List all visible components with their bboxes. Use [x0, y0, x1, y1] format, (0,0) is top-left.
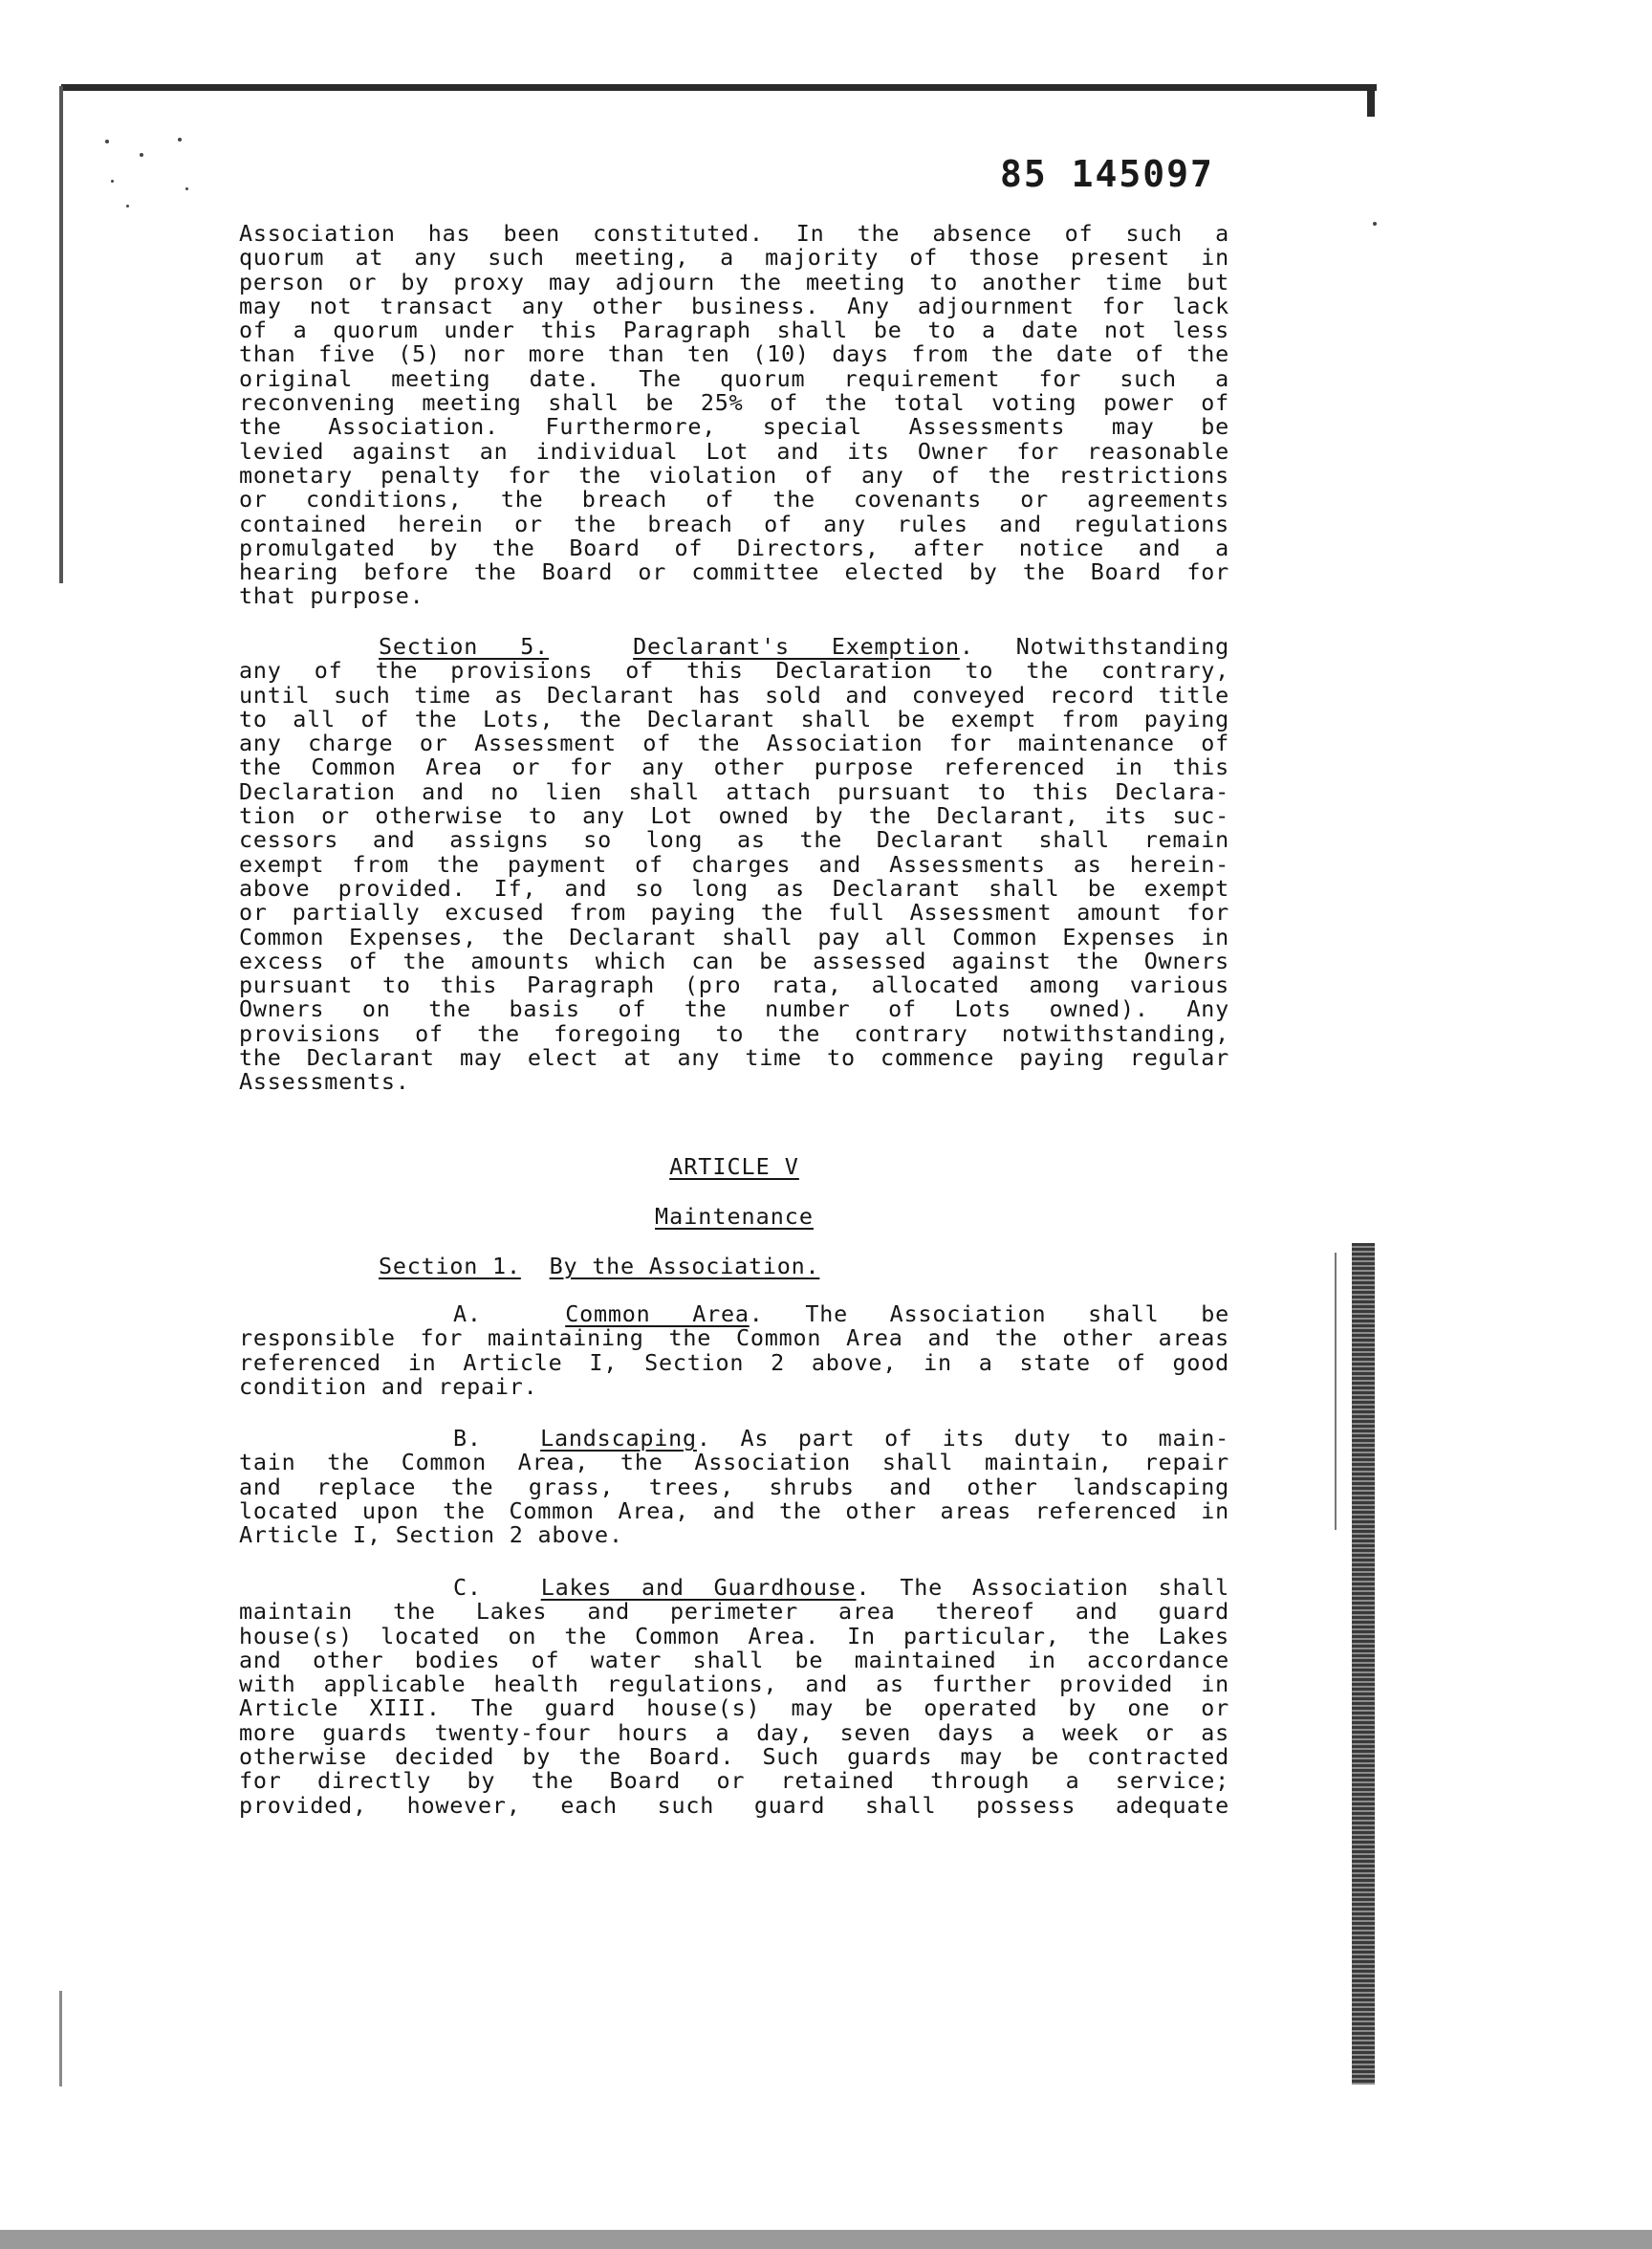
- text-line: of a quorum under this Paragraph shall be to a date not less: [239, 317, 1229, 344]
- text-line: any charge or Assessment of the Association for maintenance of: [239, 730, 1229, 757]
- text-line: contained herein or the breach of any rules and regulations: [239, 510, 1229, 537]
- paragraph-quorum: [239, 222, 1229, 609]
- item-a-title: Common Area: [565, 1300, 750, 1327]
- section-1-title: By the Association.: [549, 1253, 820, 1279]
- item-b-landscaping: [239, 1427, 1229, 1547]
- text-line: Article I, Section 2 above.: [239, 1521, 623, 1549]
- page-number: 85 145097: [1000, 153, 1214, 195]
- text-line: the Declarant may elect at any time to commence paying regular: [239, 1044, 1229, 1072]
- item-c-first-line-rest: . The Association shall: [856, 1574, 1229, 1601]
- text-line: Assessments.: [239, 1068, 410, 1096]
- text-line: than five (5) nor more than ten (10) days from the date of the: [239, 340, 1229, 368]
- text-line: provided, however, each such guard shall possess adequate: [239, 1791, 1229, 1819]
- text-line: excess of the amounts which can be assessed against the Owners: [239, 947, 1229, 974]
- text-line: Owners on the basis of the number of Lots owned). Any: [239, 995, 1229, 1023]
- item-b-first-line: [239, 1427, 1229, 1451]
- text-line: may not transact any other business. Any adjournment for lack: [239, 292, 1229, 319]
- text-line: and other bodies of water shall be maintained in accordance: [239, 1646, 1229, 1673]
- text-line: any of the provisions of this Declaration to the contrary,: [239, 657, 1229, 685]
- text-line: tion or otherwise to any Lot owned by the Declarant, its suc-: [239, 802, 1229, 830]
- scan-speck: [140, 153, 143, 157]
- text-line: maintain the Lakes and perimeter area thereof and guard: [239, 1598, 1229, 1626]
- item-c-first-line: [239, 1576, 1229, 1600]
- section-5-title: Declarant's Exemption: [633, 633, 960, 660]
- text-line: condition and repair.: [239, 1372, 538, 1400]
- text-line: pursuant to this Paragraph (pro rata, allocated among various: [239, 972, 1229, 999]
- item-a-letter: A.: [453, 1300, 482, 1327]
- scan-border-top: [61, 84, 1377, 91]
- item-b-title: Landscaping: [540, 1425, 697, 1452]
- section-1-heading: [379, 1253, 819, 1279]
- text-line: or conditions, the breach of the covenants or agreements: [239, 486, 1229, 513]
- scan-speck: [105, 140, 109, 143]
- text-line: cessors and assigns so long as the Declarant shall remain: [239, 826, 1229, 854]
- text-line: exempt from the payment of charges and Assessments as herein-: [239, 850, 1229, 878]
- text-line: original meeting date. The quorum requirement for such a: [239, 364, 1229, 392]
- scan-border-left-lower: [59, 1991, 62, 2086]
- text-line: monetary penalty for the violation of any of the restrictions: [239, 461, 1229, 489]
- article-subtitle: Maintenance: [655, 1203, 814, 1230]
- text-line: with applicable health regulations, and as further provided in: [239, 1670, 1229, 1698]
- text-line: for directly by the Board or retained through a service;: [239, 1767, 1229, 1795]
- scan-speck: [185, 187, 188, 190]
- text-line: house(s) located on the Common Area. In particular, the Lakes: [239, 1622, 1229, 1649]
- scan-border-corner: [1367, 86, 1375, 117]
- text-line: the Association. Furthermore, special Assessments may be: [239, 413, 1229, 441]
- text-line: until such time as Declarant has sold and conveyed record title: [239, 681, 1229, 709]
- text-line: person or by proxy may adjourn the meeting to another time but: [239, 268, 1229, 295]
- text-line: hearing before the Board or committee elected by the Board for: [239, 558, 1229, 586]
- text-line: Association has been constituted. In the absence of such a: [239, 220, 1229, 247]
- text-line: or partially excused from paying the full Assessment amount for: [239, 899, 1229, 927]
- text-line: Article XIII. The guard house(s) may be operated by one or: [239, 1694, 1229, 1722]
- text-line: located upon the Common Area, and the other areas referenced in: [239, 1496, 1229, 1524]
- text-line: referenced in Article I, Section 2 above, in a state of good: [239, 1348, 1229, 1376]
- text-line: reconvening meeting shall be 25% of the total voting power of: [239, 389, 1229, 417]
- text-line: levied against an individual Lot and its Owner for reasonable: [239, 437, 1229, 465]
- text-line: Common Expenses, the Declarant shall pay all Common Expenses in: [239, 923, 1229, 950]
- text-line: responsible for maintaining the Common Area and the other areas: [239, 1324, 1229, 1352]
- item-b-first-line-rest: . As part of its duty to main-: [696, 1425, 1229, 1452]
- text-line: otherwise decided by the Board. Such guards may be contracted: [239, 1743, 1229, 1771]
- section-5-number: Section 5.: [379, 633, 549, 660]
- text-line: more guards twenty-four hours a day, seven days a week or as: [239, 1718, 1229, 1746]
- section-5-first-line: [239, 635, 1229, 659]
- scan-speck: [1373, 222, 1377, 226]
- text-line: that purpose.: [239, 582, 424, 610]
- article-title: ARTICLE V: [669, 1153, 799, 1180]
- scan-line-right: [1335, 1253, 1337, 1530]
- section-1-number: Section 1.: [379, 1253, 521, 1279]
- text-line: quorum at any such meeting, a majority of those present in: [239, 244, 1229, 272]
- scan-border-left: [59, 86, 63, 583]
- text-line: the Common Area or for any other purpose referenced in this: [239, 753, 1229, 781]
- text-line: to all of the Lots, the Declarant shall be exempt from paying: [239, 705, 1229, 732]
- scan-speck: [178, 138, 182, 142]
- text-line: tain the Common Area, the Association shall maintain, repair: [239, 1449, 1229, 1476]
- text-line: Declaration and no lien shall attach pursuant to this Declara-: [239, 777, 1229, 805]
- item-c-letter: C.: [453, 1574, 482, 1601]
- item-c-lakes-and-guardhouse: [239, 1576, 1229, 1818]
- scan-speck: [111, 180, 114, 183]
- item-a-first-line: [239, 1302, 1229, 1326]
- item-c-title: Lakes and Guardhouse: [540, 1574, 857, 1601]
- section-5-declarants-exemption: [239, 635, 1229, 1095]
- text-line: and replace the grass, trees, shrubs and other landscaping: [239, 1473, 1229, 1500]
- item-a-first-line-rest: . The Association shall be: [749, 1300, 1229, 1327]
- item-b-letter: B.: [453, 1425, 482, 1452]
- scan-speck: [126, 205, 129, 207]
- section-5-first-line-rest: . Notwithstanding: [959, 633, 1230, 660]
- text-line: provisions of the foregoing to the contrary notwithstanding,: [239, 1019, 1229, 1047]
- text-line: promulgated by the Board of Directors, after notice and a: [239, 534, 1229, 561]
- text-line: above provided. If, and so long as Declarant shall be exempt: [239, 874, 1229, 902]
- item-a-common-area: [239, 1302, 1229, 1399]
- scan-noise-bar: [1352, 1243, 1375, 2085]
- viewer-bottom-strip: [0, 2230, 1652, 2249]
